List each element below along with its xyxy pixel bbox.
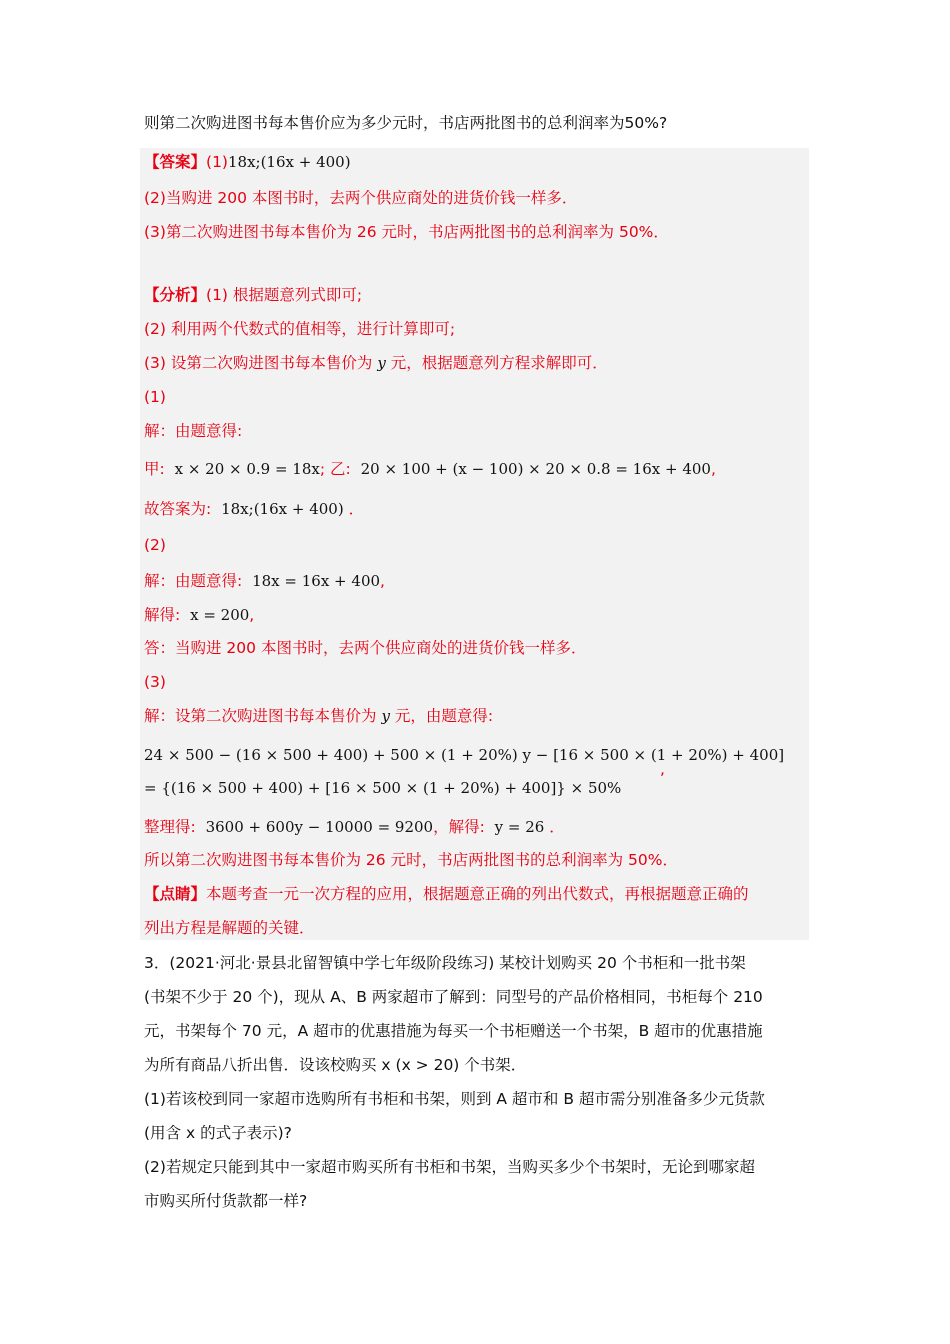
solution-part3-label: (3) <box>144 673 166 691</box>
yi-expression: 20 × 100 + (x − 100) × 20 × 0.8 = 16x + 400 <box>360 460 711 478</box>
simplify-math: 3600 + 600y − 10000 = 9200 <box>205 818 434 836</box>
answer-part2: (2)当购进 200 本图书时，去两个供应商处的进货价钱一样多． <box>144 189 578 207</box>
answer-part3: (3)第二次购进图书每本售价为 26 元时，书店两批图书的总利润率为 50%． <box>144 223 669 241</box>
analysis-line-3-var: y <box>377 354 386 372</box>
problem3-line-3: 元，书架每个 70 元，A 超市的优惠措施为每买一个书柜赠送一个书架，B 超市的优惠措施 <box>144 1022 763 1040</box>
problem3-line-7: (2)若规定只能到其中一家超市购买所有书柜和书架，当购买多少个书架时，无论到哪家超 <box>144 1158 755 1176</box>
comment-text-1: 本题考查一元一次方程的应用，根据题意正确的列出代数式，再根据题意正确的 <box>206 885 749 903</box>
part2-intro: 解：由题意得: <box>144 572 243 590</box>
solution-part1-intro: 解：由题意得: <box>144 422 243 440</box>
simplify-label: 整理得: <box>144 818 196 836</box>
answer-part1-math: 18x;(16x + 400) <box>227 153 351 171</box>
period-1: ． <box>348 500 365 518</box>
solution-part1-label: (1) <box>144 388 166 406</box>
answer-part1-prefix: (1) <box>206 153 228 171</box>
problem3-line-1: 3．(2021·河北·景县北留智镇中学七年级阶段练习) 某校计划购买 20 个书柜和一批书架 <box>144 954 746 972</box>
part3-intro-var: y <box>381 707 390 725</box>
analysis-line-1 <box>144 284 362 306</box>
analysis-tag: 【分析】 <box>144 286 207 304</box>
analysis-line-3-pre: (3) 设第二次购进图书每本售价为 <box>144 354 373 372</box>
solution-part2-solve-line <box>144 604 254 626</box>
analysis-line-3-post: 元，根据题意列方程求解即可． <box>390 354 608 372</box>
equation-line-1-math: 24 × 500 − (16 × 500 + 400) + 500 × (1 + 20%) y − [16 × 500 × (1 + 20%) + 400] <box>144 746 785 764</box>
equation-comma: , <box>660 760 665 778</box>
problem3-line-6: (用含 x 的式子表示)? <box>144 1124 292 1142</box>
problem3-line-2: (书架不少于 20 个)，现从 A、B 两家超市了解到：同型号的产品价格相同，书柜每个 210 <box>144 988 763 1006</box>
problem3-line-5: (1)若该校到同一家超市选购所有书柜和书架，则到 A 超市和 B 超市需分别准备多少元货款 <box>144 1090 765 1108</box>
analysis-line-2: (2) 利用两个代数式的值相等，进行计算即可; <box>144 320 456 338</box>
comma-3: , <box>249 606 255 624</box>
jia-expression: x × 20 × 0.9 = 18x <box>174 460 320 478</box>
comment-line-1 <box>144 883 749 905</box>
equation-line-2-math: = {(16 × 500 + 400) + [16 × 500 × (1 + 20%) + 400]} × 50% <box>144 779 622 797</box>
equation-line-2 <box>144 777 621 799</box>
solution-part3-intro <box>144 705 493 727</box>
solve-label: ，解得: <box>433 818 485 836</box>
comma-1: , <box>710 460 716 478</box>
solution-part1-answer <box>144 498 364 520</box>
part2-equation: 18x = 16x + 400 <box>252 572 381 590</box>
simplify-line <box>144 816 565 838</box>
answer-line-1 <box>144 151 351 173</box>
solution-part2-intro-line <box>144 570 385 592</box>
solve-math: y = 26 <box>494 818 545 836</box>
solution-part2-answer: 答：当购进 200 本图书时，去两个供应商处的进货价钱一样多． <box>144 639 587 657</box>
part1-answer-label: 故答案为: <box>144 500 212 518</box>
solution-jia-yi-line <box>144 458 716 480</box>
comment-tag: 【点睛】 <box>144 885 207 903</box>
comma-2: , <box>380 572 385 590</box>
part2-solve-math: x = 200 <box>190 606 250 624</box>
intro-question: 则第二次购进图书每本售价应为多少元时，书店两批图书的总利润率为50%? <box>144 114 668 132</box>
analysis-text-1: (1) 根据题意列式即可; <box>206 286 363 304</box>
comment-line-2: 列出方程是解题的关键． <box>144 919 315 937</box>
period-2: ． <box>549 818 565 836</box>
jia-label: 甲: <box>144 460 165 478</box>
solution-part2-label: (2) <box>144 536 166 554</box>
analysis-line-3 <box>144 352 608 374</box>
answer-tag: 【答案】 <box>144 153 207 171</box>
equation-line-1 <box>144 744 784 766</box>
part1-answer-math: 18x;(16x + 400) <box>221 500 344 518</box>
part2-solve-label: 解得: <box>144 606 181 624</box>
yi-label: ; 乙: <box>319 460 351 478</box>
solution-conclusion: 所以第二次购进图书每本售价为 26 元时，书店两批图书的总利润率为 50%． <box>144 851 678 869</box>
problem3-line-4: 为所有商品八折出售．设该校购买 x (x > 20) 个书架． <box>144 1056 527 1074</box>
part3-intro-pre: 解：设第二次购进图书每本售价为 <box>144 707 377 725</box>
part3-intro-post: 元，由题意得: <box>394 707 494 725</box>
problem3-line-8: 市购买所付货款都一样? <box>144 1192 308 1210</box>
